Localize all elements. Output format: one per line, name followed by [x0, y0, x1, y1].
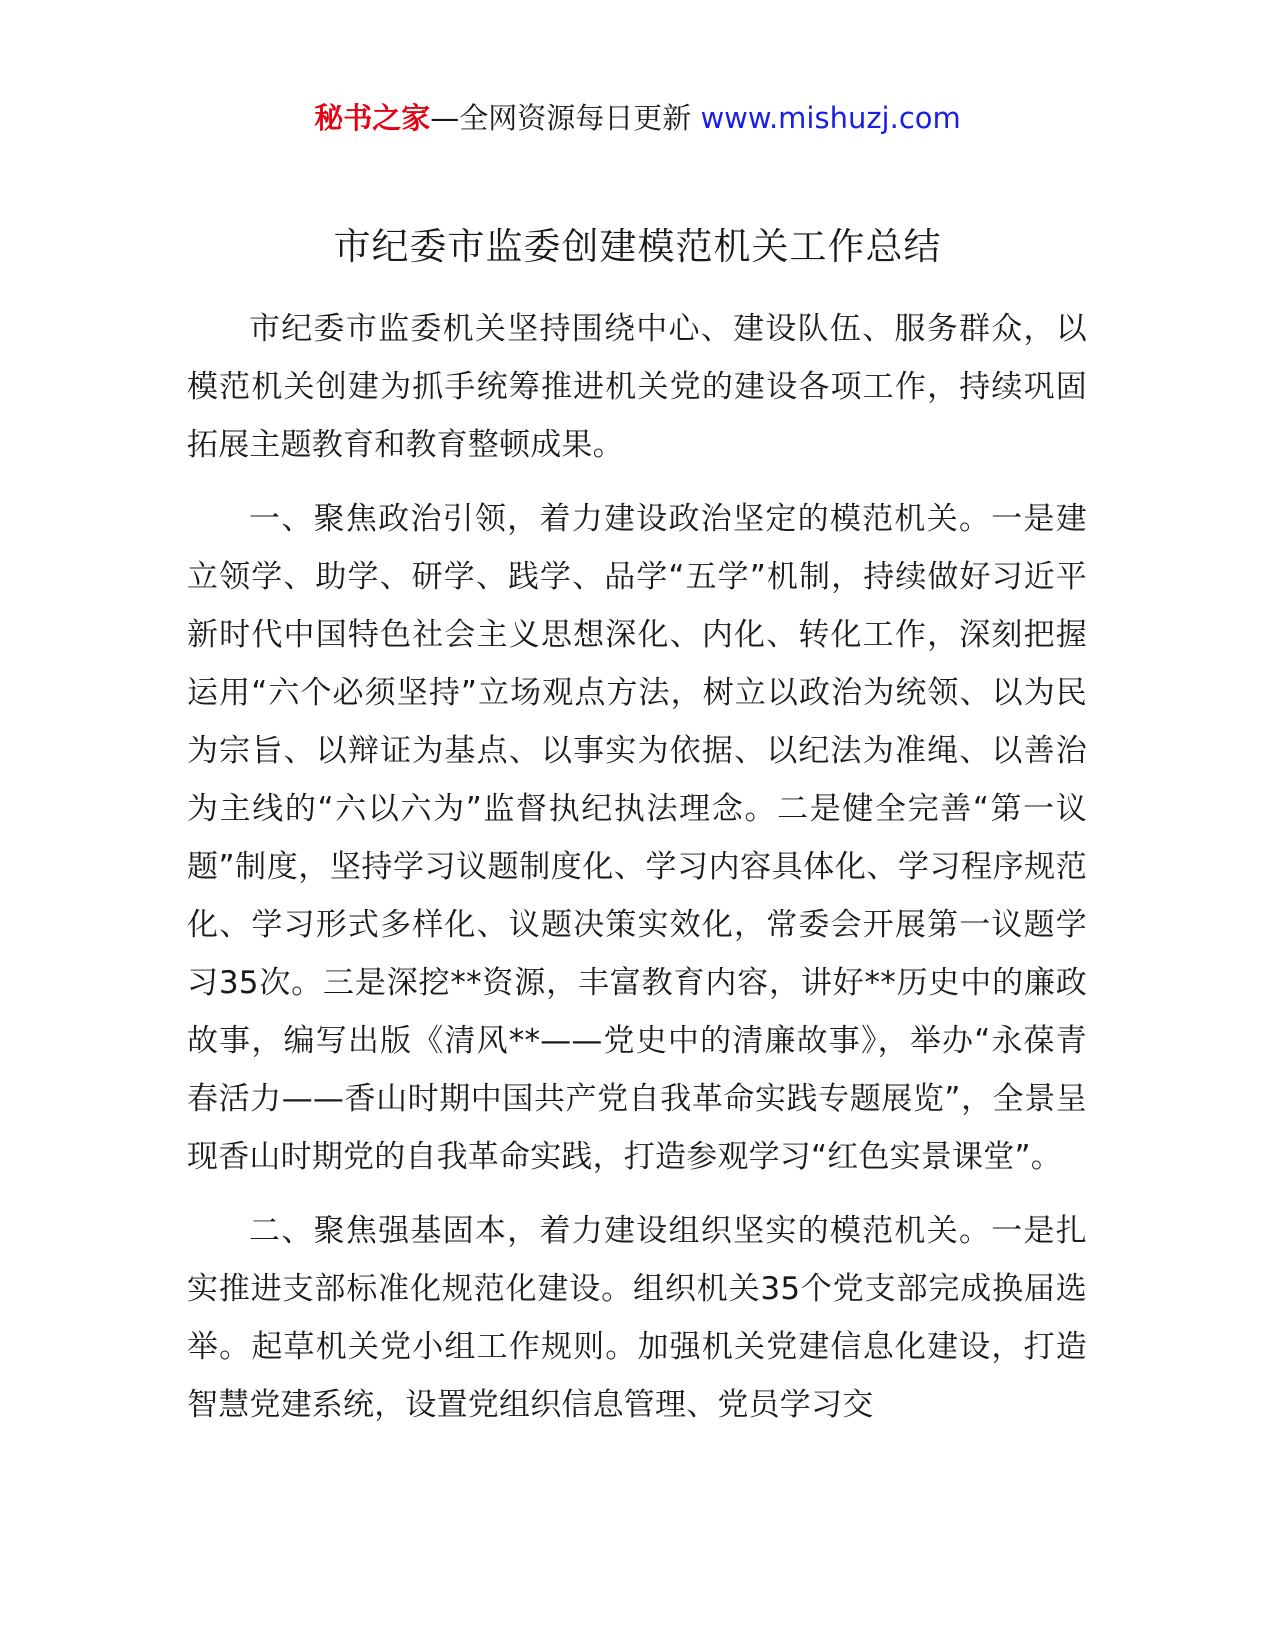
site-header: [0, 98, 1275, 138]
paragraph-section-2: 二、聚焦强基固本，着力建设组织坚实的模范机关。一是扎实推进支部标准化规范化建设。组织机关35个党支部完成换届选举。起草机关党小组工作规则。加强机关党建信息化建设，打造智慧党建系统，设置党组织信息管理、党员学习交: [187, 1213, 1087, 1423]
paragraph-section-1: 一、聚焦政治引领，着力建设政治坚定的模范机关。一是建立领学、助学、研学、践学、品学“五学”机制，持续做好习近平新时代中国特色社会主义思想深化、内化、转化工作，深刻把握运用“六个必须坚持”立场观点方法，树立以政治为统领、以为民为宗旨、以辩证为基点、以事实为依据、以纪法为准绳、以善治为主线的“六以六为”监督执纪执法理念。二是健全完善“第一议题”制度，坚持学习议题制度化、学习内容具体化、学习程序规范化、学习形式多样化、议题决策实效化，常委会开展第一议题学习35次。三是深挖**资源，丰富教育内容，讲好**历史中的廉政故事，编写出版《清风**——党史中的清廉故事》，举办“永葆青春活力——香山时期中国共产党自我革命实践专题展览”，全景呈现香山时期党的自我革命实践，打造参观学习“红色实景课堂”。: [187, 501, 1087, 1175]
site-url-link[interactable]: www.mishuzj.com: [700, 101, 961, 135]
document-body: [187, 300, 1087, 1450]
document-title: 市纪委市监委创建模范机关工作总结: [333, 225, 942, 268]
brand-name: 秘书之家: [314, 101, 431, 135]
header-tagline: —全网资源每日更新: [430, 101, 701, 135]
paragraph-intro: 市纪委市监委机关坚持围绕中心、建设队伍、服务群众，以模范机关创建为抓手统筹推进机关党的建设各项工作，持续巩固拓展主题教育和教育整顿成果。: [187, 311, 1087, 463]
